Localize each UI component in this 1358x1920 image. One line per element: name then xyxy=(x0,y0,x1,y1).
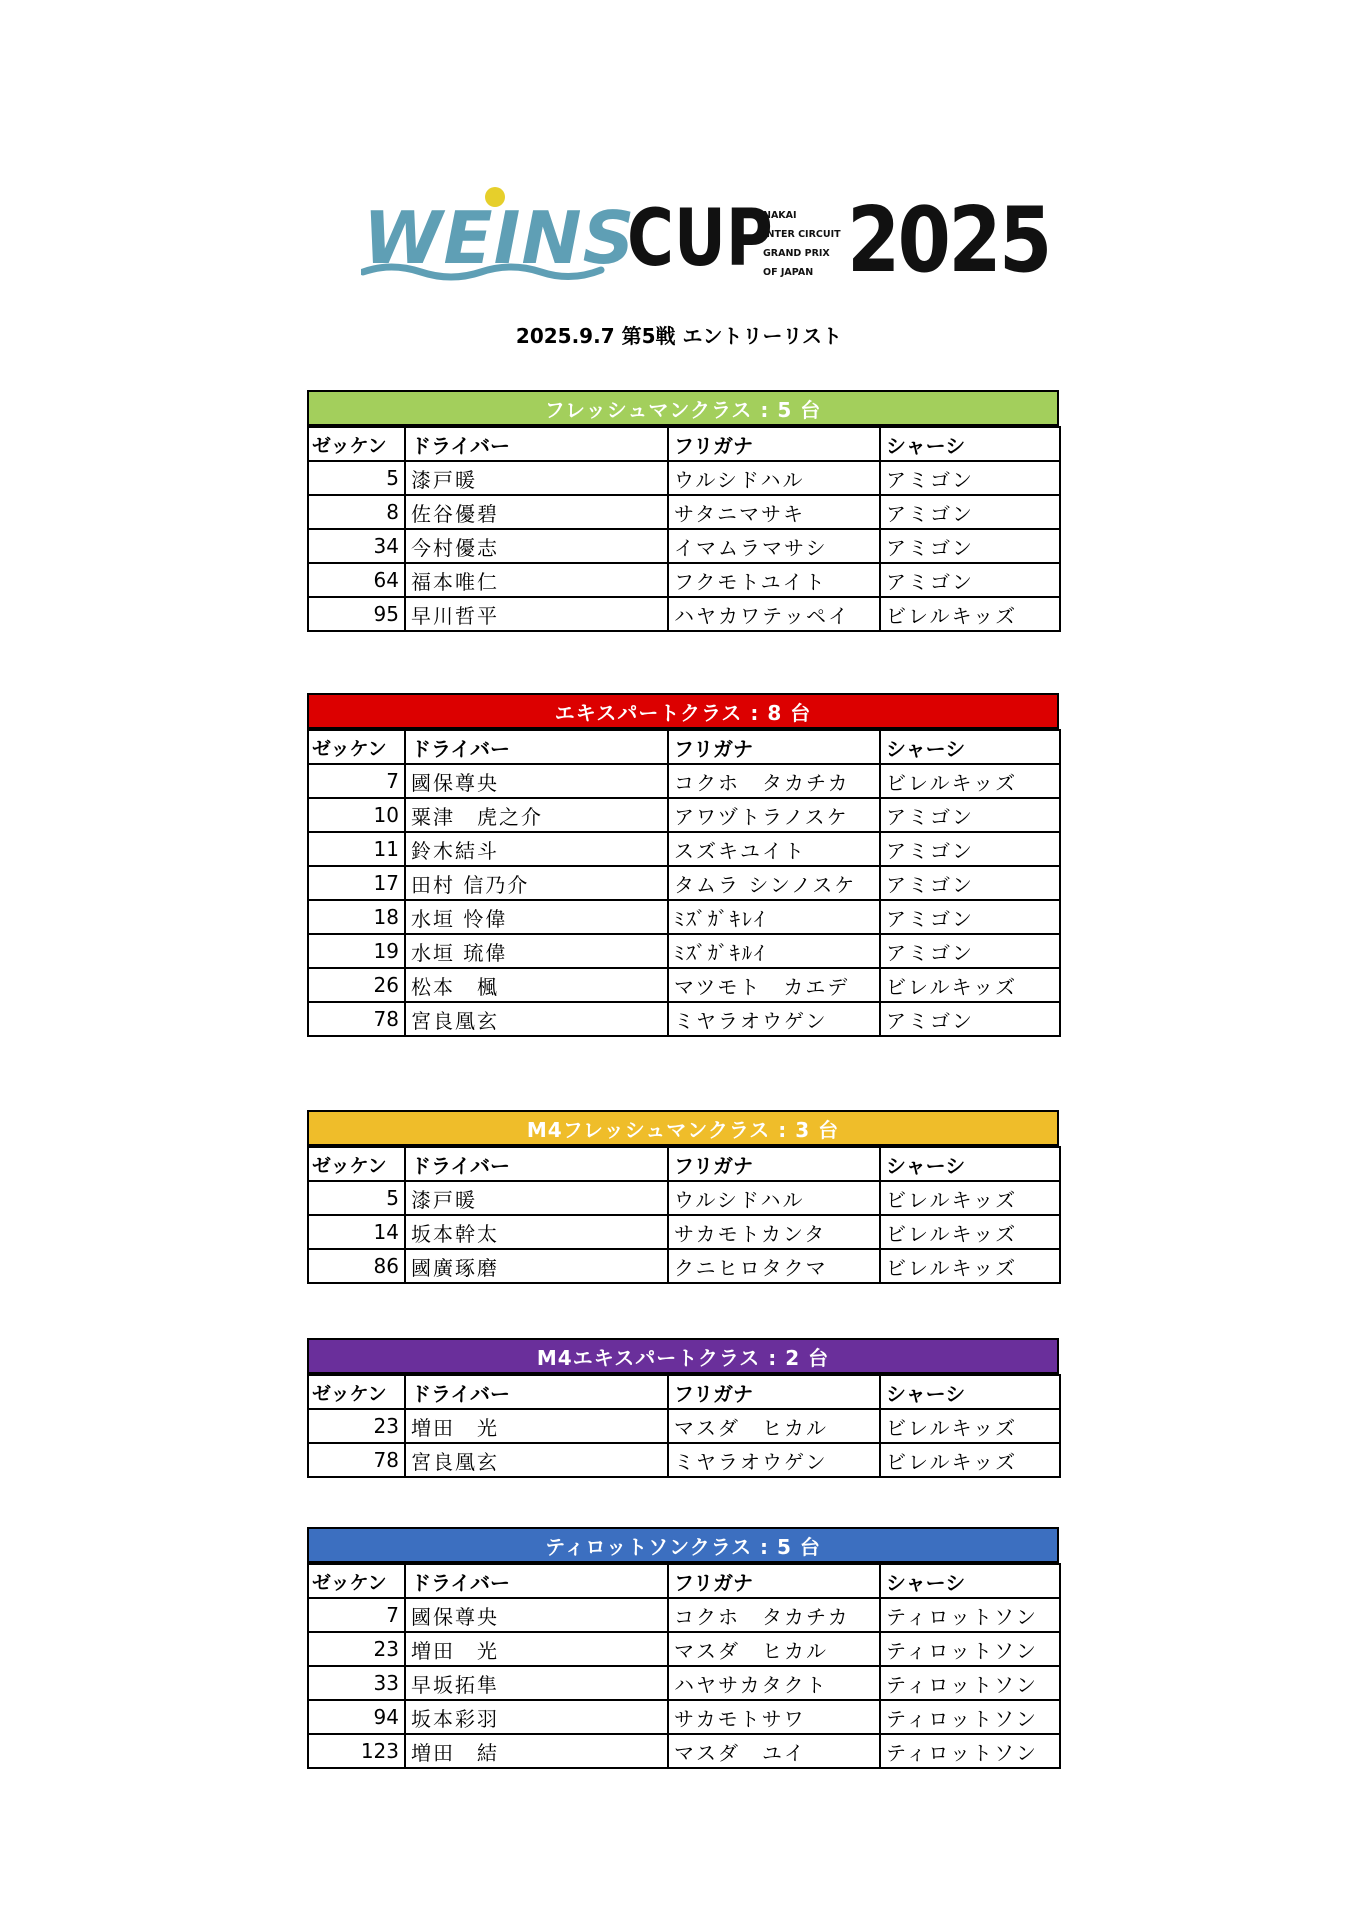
driver-name: 松本 楓 xyxy=(405,968,668,1002)
table-row xyxy=(308,866,1060,900)
logo-event-line: INTER CIRCUIT xyxy=(763,229,841,240)
table-row xyxy=(308,1666,1060,1700)
table-row xyxy=(308,495,1060,529)
driver-furigana: フクモトユイト xyxy=(668,563,880,597)
class-block xyxy=(307,390,1059,632)
table-row xyxy=(308,597,1060,631)
entry-number: 8 xyxy=(308,495,405,529)
col-header-chassis: シャーシ xyxy=(880,1375,1060,1409)
col-header-number: ゼッケン xyxy=(308,427,405,461)
driver-name: 水垣 怜偉 xyxy=(405,900,668,934)
table-row xyxy=(308,1700,1060,1734)
driver-name: 鈴木結斗 xyxy=(405,832,668,866)
driver-name: 國保尊央 xyxy=(405,764,668,798)
entry-number: 34 xyxy=(308,529,405,563)
entry-number: 19 xyxy=(308,934,405,968)
driver-furigana: アワヅトラノスケ xyxy=(668,798,880,832)
driver-name: 漆戸暖 xyxy=(405,1181,668,1215)
table-row xyxy=(308,529,1060,563)
chassis-name: アミゴン xyxy=(880,495,1060,529)
col-header-driver: ドライバー xyxy=(405,1564,668,1598)
col-header-furigana: フリガナ xyxy=(668,1147,880,1181)
col-header-chassis: シャーシ xyxy=(880,1147,1060,1181)
driver-name: 佐谷優碧 xyxy=(405,495,668,529)
driver-furigana: マスダ ユイ xyxy=(668,1734,880,1768)
chassis-name: アミゴン xyxy=(880,461,1060,495)
entry-number: 78 xyxy=(308,1443,405,1477)
class-block xyxy=(307,1527,1059,1769)
driver-furigana: ミヤラオウゲン xyxy=(668,1443,880,1477)
chassis-name: アミゴン xyxy=(880,934,1060,968)
driver-furigana: マスダ ヒカル xyxy=(668,1409,880,1443)
table-row xyxy=(308,563,1060,597)
col-header-number: ゼッケン xyxy=(308,1564,405,1598)
driver-furigana: サカモトサワ xyxy=(668,1700,880,1734)
driver-furigana: スズキユイト xyxy=(668,832,880,866)
table-header-row xyxy=(308,1147,1060,1181)
entry-number: 5 xyxy=(308,461,405,495)
col-header-chassis: シャーシ xyxy=(880,427,1060,461)
table-row xyxy=(308,461,1060,495)
entry-number: 5 xyxy=(308,1181,405,1215)
logo-event-line: GRAND PRIX xyxy=(763,248,830,259)
driver-furigana: サカモトカンタ xyxy=(668,1215,880,1249)
driver-furigana: ウルシドハル xyxy=(668,1181,880,1215)
entry-number: 10 xyxy=(308,798,405,832)
entry-number: 17 xyxy=(308,866,405,900)
chassis-name: ティロットソン xyxy=(880,1700,1060,1734)
table-header-row xyxy=(308,427,1060,461)
table-row xyxy=(308,1002,1060,1036)
driver-name: 坂本彩羽 xyxy=(405,1700,668,1734)
table-row xyxy=(308,1409,1060,1443)
chassis-name: ティロットソン xyxy=(880,1666,1060,1700)
class-block xyxy=(307,1110,1059,1284)
driver-name: 増田 光 xyxy=(405,1409,668,1443)
table-row xyxy=(308,934,1060,968)
chassis-name: ビレルキッズ xyxy=(880,968,1060,1002)
driver-furigana: ハヤサカタクト xyxy=(668,1666,880,1700)
chassis-name: アミゴン xyxy=(880,866,1060,900)
driver-furigana: コクホ タカチカ xyxy=(668,764,880,798)
driver-furigana: サタニマサキ xyxy=(668,495,880,529)
chassis-name: アミゴン xyxy=(880,832,1060,866)
driver-name: 宮良凰玄 xyxy=(405,1002,668,1036)
col-header-number: ゼッケン xyxy=(308,730,405,764)
table-row xyxy=(308,968,1060,1002)
col-header-driver: ドライバー xyxy=(405,427,668,461)
table-row xyxy=(308,1215,1060,1249)
logo-event-line: OF JAPAN xyxy=(763,267,814,278)
driver-furigana: マツモト カエデ xyxy=(668,968,880,1002)
driver-name: 田村 信乃介 xyxy=(405,866,668,900)
class-block xyxy=(307,693,1059,1037)
driver-name: 國保尊央 xyxy=(405,1598,668,1632)
table-row xyxy=(308,832,1060,866)
table-row xyxy=(308,764,1060,798)
driver-name: 坂本幹太 xyxy=(405,1215,668,1249)
class-header: ティロットソンクラス : 5 台 xyxy=(307,1527,1059,1563)
col-header-driver: ドライバー xyxy=(405,730,668,764)
table-row xyxy=(308,900,1060,934)
entry-number: 7 xyxy=(308,1598,405,1632)
page-title: 2025.9.7 第5戦 エントリーリスト xyxy=(515,324,843,348)
class-block xyxy=(307,1338,1059,1478)
entry-number: 11 xyxy=(308,832,405,866)
col-header-driver: ドライバー xyxy=(405,1147,668,1181)
entry-number: 95 xyxy=(308,597,405,631)
entry-number: 23 xyxy=(308,1409,405,1443)
chassis-name: アミゴン xyxy=(880,798,1060,832)
col-header-furigana: フリガナ xyxy=(668,1564,880,1598)
chassis-name: アミゴン xyxy=(880,563,1060,597)
table-row xyxy=(308,1249,1060,1283)
driver-furigana: クニヒロタクマ xyxy=(668,1249,880,1283)
chassis-name: ビレルキッズ xyxy=(880,1249,1060,1283)
driver-furigana: イマムラマサシ xyxy=(668,529,880,563)
entry-table xyxy=(307,1146,1061,1284)
logo-cup: CUP xyxy=(627,194,773,284)
col-header-number: ゼッケン xyxy=(308,1375,405,1409)
chassis-name: アミゴン xyxy=(880,1002,1060,1036)
table-row xyxy=(308,1734,1060,1768)
weins-cup-logo xyxy=(355,182,1050,293)
driver-name: 漆戸暖 xyxy=(405,461,668,495)
chassis-name: ビレルキッズ xyxy=(880,597,1060,631)
driver-furigana: マスダ ヒカル xyxy=(668,1632,880,1666)
entry-number: 23 xyxy=(308,1632,405,1666)
class-header: エキスパートクラス : 8 台 xyxy=(307,693,1059,729)
chassis-name: ティロットソン xyxy=(880,1734,1060,1768)
entry-number: 33 xyxy=(308,1666,405,1700)
entry-table xyxy=(307,1563,1061,1769)
driver-furigana: ハヤカワテッペイ xyxy=(668,597,880,631)
col-header-driver: ドライバー xyxy=(405,1375,668,1409)
chassis-name: ビレルキッズ xyxy=(880,1409,1060,1443)
table-row xyxy=(308,1632,1060,1666)
col-header-furigana: フリガナ xyxy=(668,1375,880,1409)
entry-number: 18 xyxy=(308,900,405,934)
entry-table xyxy=(307,729,1061,1037)
entry-number: 7 xyxy=(308,764,405,798)
entry-number: 26 xyxy=(308,968,405,1002)
col-header-furigana: フリガナ xyxy=(668,427,880,461)
entry-number: 64 xyxy=(308,563,405,597)
logo-wave-icon xyxy=(361,260,611,282)
entry-table xyxy=(307,426,1061,632)
driver-furigana: ウルシドハル xyxy=(668,461,880,495)
chassis-name: アミゴン xyxy=(880,529,1060,563)
chassis-name: ティロットソン xyxy=(880,1632,1060,1666)
class-header: フレッシュマンクラス : 5 台 xyxy=(307,390,1059,426)
entry-number: 78 xyxy=(308,1002,405,1036)
entry-number: 123 xyxy=(308,1734,405,1768)
chassis-name: ビレルキッズ xyxy=(880,764,1060,798)
logo-brand: WEINS xyxy=(363,196,636,280)
driver-name: 今村優志 xyxy=(405,529,668,563)
table-row xyxy=(308,1443,1060,1477)
table-row xyxy=(308,1181,1060,1215)
driver-name: 増田 光 xyxy=(405,1632,668,1666)
chassis-name: ビレルキッズ xyxy=(880,1443,1060,1477)
class-header: M4エキスパートクラス : 2 台 xyxy=(307,1338,1059,1374)
logo-event-line: NAKAI xyxy=(763,210,797,221)
driver-furigana: タムラ シンノスケ xyxy=(668,866,880,900)
chassis-name: ビレルキッズ xyxy=(880,1181,1060,1215)
driver-name: 福本唯仁 xyxy=(405,563,668,597)
class-header: M4フレッシュマンクラス : 3 台 xyxy=(307,1110,1059,1146)
driver-name: 早川哲平 xyxy=(405,597,668,631)
table-row xyxy=(308,1598,1060,1632)
table-row xyxy=(308,798,1060,832)
col-header-chassis: シャーシ xyxy=(880,1564,1060,1598)
driver-name: 國廣琢磨 xyxy=(405,1249,668,1283)
chassis-name: ティロットソン xyxy=(880,1598,1060,1632)
entry-number: 14 xyxy=(308,1215,405,1249)
col-header-number: ゼッケン xyxy=(308,1147,405,1181)
driver-furigana: コクホ タカチカ xyxy=(668,1598,880,1632)
logo-event-lines xyxy=(763,206,841,282)
driver-name: 粟津 虎之介 xyxy=(405,798,668,832)
col-header-chassis: シャーシ xyxy=(880,730,1060,764)
logo-year: 2025 xyxy=(847,188,1050,293)
table-header-row xyxy=(308,1564,1060,1598)
driver-furigana: ﾐｽﾞｶﾞｷﾚｲ xyxy=(668,900,880,934)
chassis-name: ビレルキッズ xyxy=(880,1215,1060,1249)
driver-name: 水垣 琉偉 xyxy=(405,934,668,968)
chassis-name: アミゴン xyxy=(880,900,1060,934)
driver-name: 増田 結 xyxy=(405,1734,668,1768)
col-header-furigana: フリガナ xyxy=(668,730,880,764)
table-header-row xyxy=(308,1375,1060,1409)
driver-furigana: ミヤラオウゲン xyxy=(668,1002,880,1036)
table-header-row xyxy=(308,730,1060,764)
entry-number: 86 xyxy=(308,1249,405,1283)
entry-table xyxy=(307,1374,1061,1478)
driver-name: 早坂拓隼 xyxy=(405,1666,668,1700)
entry-number: 94 xyxy=(308,1700,405,1734)
driver-name: 宮良凰玄 xyxy=(405,1443,668,1477)
driver-furigana: ﾐｽﾞｶﾞｷﾙｲ xyxy=(668,934,880,968)
